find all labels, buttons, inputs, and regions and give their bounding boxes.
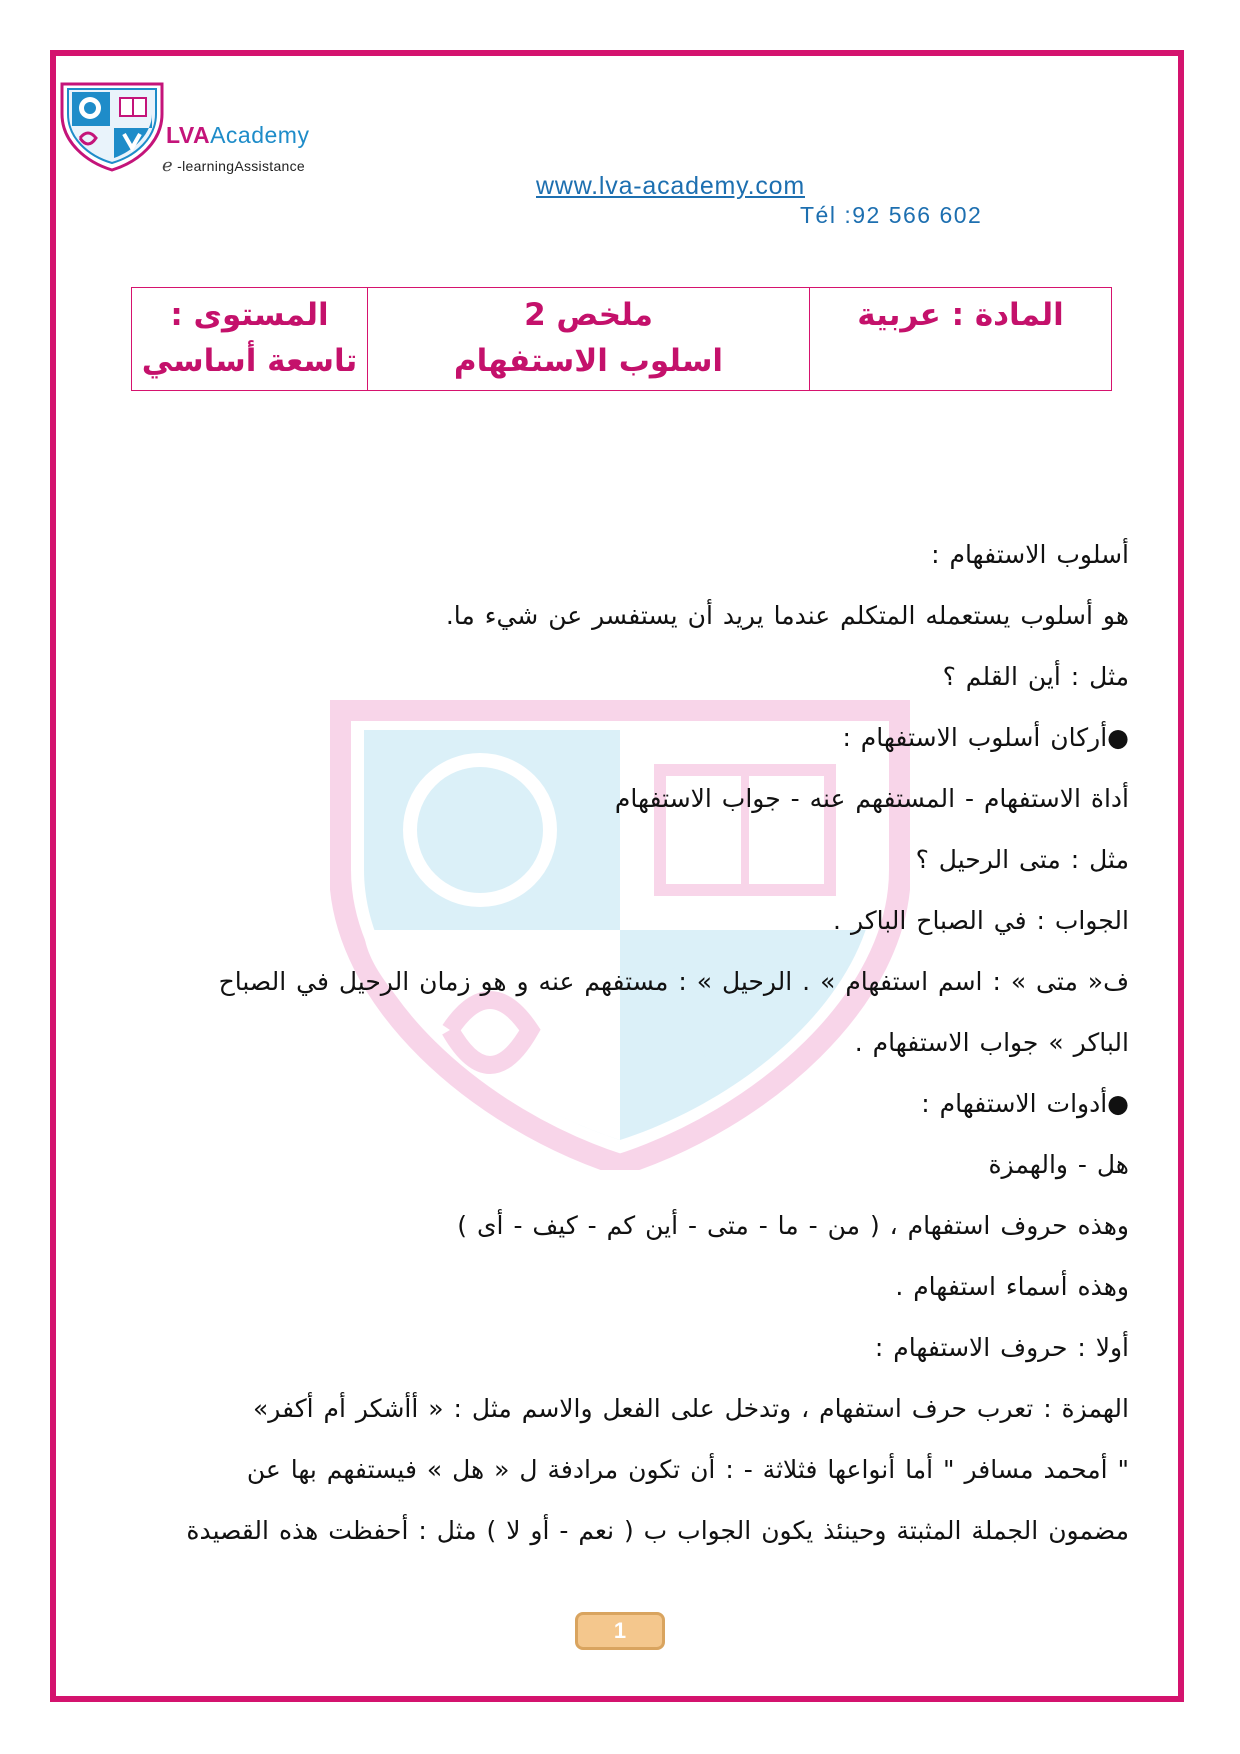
brand-lva: LVA [166,122,211,148]
brand-e: e [162,155,173,176]
title-cell [368,288,810,391]
body-line: الهمزة : تعرب حرف استفهام ، وتدخل على الفعل والاسم مثل : « أأشكر أم أكفر» [252,1394,1129,1423]
brand-tagline [162,155,305,176]
body-line: مثل : متى الرحيل ؟ [915,845,1129,874]
body-line: وهذه حروف استفهام ، ( من - ما - متى - أين كم - كيف - أى ) [457,1211,1129,1240]
header-table [131,287,1112,391]
body-line: " أمحمد مسافر " أما أنواعها فثلاثة - : أن تكون مرادفة ل « هل » فيستفهم بها عن [246,1455,1129,1484]
brand-tagline-text: -learningAssistance [172,158,306,174]
body-line: ●أركان أسلوب الاستفهام : [842,723,1129,752]
lva-logo-icon [58,80,166,172]
title-line-1: ملخص 2 [524,297,653,333]
body-line: الجواب : في الصباح الباكر . [833,906,1129,935]
body-line: الباكر » جواب الاستفهام . [854,1028,1129,1057]
body-line: أسلوب الاستفهام : [931,540,1129,569]
lesson-body [125,530,1129,1567]
body-line: وهذه أسماء استفهام . [895,1272,1129,1301]
brand-name [166,122,309,149]
brand-academy: Academy [210,122,310,148]
body-line: مضمون الجملة المثبتة وحينئذ يكون الجواب ب ( نعم - أو لا ) مثل : أحفظت هذه القصيدة [186,1516,1129,1545]
body-line: ف« متى » : اسم استفهام » . الرحيل » : مستفهم عنه و هو زمان الرحيل في الصباح [218,967,1129,996]
body-line: مثل : أين القلم ؟ [942,662,1129,691]
website-link[interactable]: www.lva-academy.com [536,172,805,200]
body-line: أولا : حروف الاستفهام : [874,1333,1129,1362]
body-line: ●أدوات الاستفهام : [921,1089,1129,1118]
subject-cell: المادة : عربية [810,288,1112,391]
body-line: أداة الاستفهام - المستفهم عنه - جواب الاستفهام [614,784,1129,813]
title-line-2: اسلوب الاستفهام [453,343,724,379]
body-line: هل - والهمزة [988,1150,1129,1179]
body-paragraph [125,957,1129,1079]
page-number-badge: 1 [575,1612,665,1650]
body-line: هو أسلوب يستعمله المتكلم عندما يريد أن يستفسر عن شيء ما. [445,601,1129,630]
phone-number: Tél :92 566 602 [800,202,983,228]
level-cell: المستوى : تاسعة أساسي [132,288,368,391]
